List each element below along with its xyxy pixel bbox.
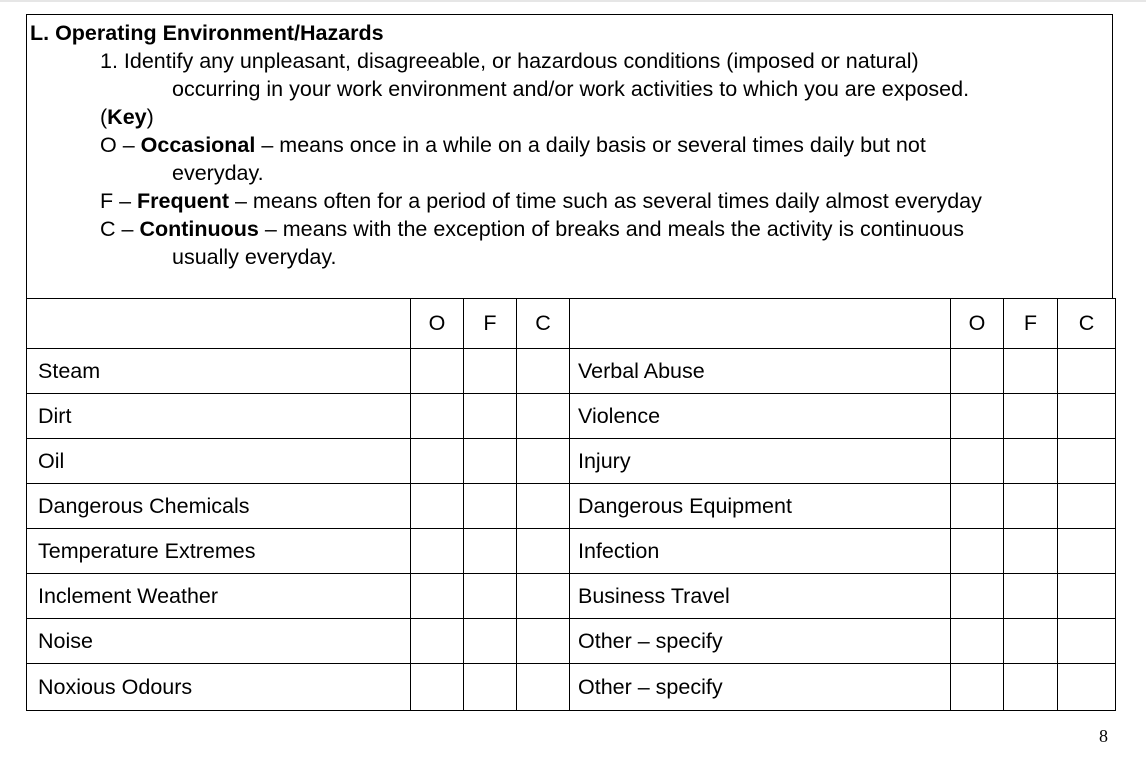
hazard-label-left: Oil <box>27 439 411 484</box>
checkbox-cell-o[interactable] <box>411 394 464 439</box>
hazard-label-right: Infection <box>570 529 951 574</box>
checkbox-cell-o[interactable] <box>411 529 464 574</box>
checkbox-cell-c[interactable] <box>1058 394 1116 439</box>
key-heading <box>100 103 154 131</box>
checkbox-cell-o[interactable] <box>411 349 464 394</box>
checkbox-cell-c[interactable] <box>517 529 570 574</box>
definition-occasional-cont: everyday. <box>172 161 264 185</box>
key-close-paren: ) <box>146 105 154 129</box>
checkbox-cell-o[interactable] <box>951 484 1004 529</box>
definition-term: Frequent <box>137 189 230 213</box>
checkbox-cell-f[interactable] <box>1004 439 1058 484</box>
table-row <box>27 664 1116 711</box>
checkbox-cell-o[interactable] <box>411 484 464 529</box>
hazard-label-left: Noise <box>27 619 411 664</box>
table-row <box>27 619 1116 664</box>
section-header-box <box>26 14 1113 298</box>
checkbox-cell-f[interactable] <box>1004 484 1058 529</box>
question-line-2: occurring in your work environment and/or work activities to which you are exposed. <box>172 77 970 101</box>
checkbox-cell-f[interactable] <box>1004 529 1058 574</box>
checkbox-cell-c[interactable] <box>1058 349 1116 394</box>
hazard-label-left: Noxious Odours <box>27 664 411 711</box>
definition-code: O – <box>100 133 141 157</box>
section-title: L. Operating Environment/Hazards <box>30 21 384 45</box>
table-row <box>27 484 1116 529</box>
hazard-label-left: Inclement Weather <box>27 574 411 619</box>
checkbox-cell-o[interactable] <box>411 619 464 664</box>
hazard-label-left: Temperature Extremes <box>27 529 411 574</box>
definition-code: F – <box>100 189 138 213</box>
definition-occasional <box>100 131 926 159</box>
checkbox-cell-o[interactable] <box>951 664 1004 711</box>
hazard-label-right: Injury <box>570 439 951 484</box>
checkbox-cell-f[interactable] <box>1004 664 1058 711</box>
hazards-table <box>26 298 1116 711</box>
checkbox-cell-o[interactable] <box>951 619 1004 664</box>
checkbox-cell-c[interactable] <box>517 619 570 664</box>
checkbox-cell-o[interactable] <box>411 574 464 619</box>
checkbox-cell-o[interactable] <box>951 439 1004 484</box>
checkbox-cell-c[interactable] <box>1058 484 1116 529</box>
definition-term: Continuous <box>139 217 259 241</box>
checkbox-cell-o[interactable] <box>951 394 1004 439</box>
checkbox-cell-f[interactable] <box>464 664 517 711</box>
checkbox-cell-c[interactable] <box>1058 574 1116 619</box>
checkbox-cell-f[interactable] <box>464 529 517 574</box>
checkbox-cell-o[interactable] <box>951 574 1004 619</box>
definition-continuous <box>100 215 964 243</box>
checkbox-cell-c[interactable] <box>517 664 570 711</box>
checkbox-cell-c[interactable] <box>517 349 570 394</box>
table-row <box>27 529 1116 574</box>
checkbox-cell-f[interactable] <box>464 619 517 664</box>
hazard-label-right: Business Travel <box>570 574 951 619</box>
checkbox-cell-f[interactable] <box>1004 619 1058 664</box>
hazard-label-right: Verbal Abuse <box>570 349 951 394</box>
definition-code: C – <box>100 217 140 241</box>
column-header-c: C <box>517 299 570 349</box>
definition-text: – means often for a period of time such as several times daily almost everyday <box>229 189 982 213</box>
column-header-c: C <box>1058 299 1116 349</box>
column-header-o: O <box>411 299 464 349</box>
hazard-label-right: Other – specify <box>570 664 951 711</box>
checkbox-cell-c[interactable] <box>1058 664 1116 711</box>
table-row <box>27 349 1116 394</box>
checkbox-cell-f[interactable] <box>464 574 517 619</box>
checkbox-cell-o[interactable] <box>951 529 1004 574</box>
checkbox-cell-f[interactable] <box>1004 574 1058 619</box>
hazard-label-right: Violence <box>570 394 951 439</box>
checkbox-cell-o[interactable] <box>951 349 1004 394</box>
checkbox-cell-f[interactable] <box>1004 394 1058 439</box>
checkbox-cell-f[interactable] <box>464 484 517 529</box>
hazard-label-left: Dangerous Chemicals <box>27 484 411 529</box>
key-label: Key <box>107 105 147 129</box>
checkbox-cell-o[interactable] <box>411 664 464 711</box>
table-row <box>27 394 1116 439</box>
column-header-f: F <box>464 299 517 349</box>
checkbox-cell-o[interactable] <box>411 439 464 484</box>
header-blank-left <box>27 299 411 349</box>
table-row <box>27 574 1116 619</box>
checkbox-cell-f[interactable] <box>1004 349 1058 394</box>
column-header-f: F <box>1004 299 1058 349</box>
checkbox-cell-c[interactable] <box>517 574 570 619</box>
checkbox-cell-c[interactable] <box>517 484 570 529</box>
checkbox-cell-f[interactable] <box>464 439 517 484</box>
definition-text: – means once in a while on a daily basis or several times daily but not <box>255 133 926 157</box>
column-header-o: O <box>951 299 1004 349</box>
checkbox-cell-c[interactable] <box>1058 529 1116 574</box>
table-row <box>27 439 1116 484</box>
checkbox-cell-f[interactable] <box>464 394 517 439</box>
hazard-label-right: Other – specify <box>570 619 951 664</box>
hazard-label-right: Dangerous Equipment <box>570 484 951 529</box>
table-header-row <box>27 299 1116 349</box>
definition-term: Occasional <box>140 133 256 157</box>
header-blank-right <box>570 299 951 349</box>
checkbox-cell-f[interactable] <box>464 349 517 394</box>
page-top-edge <box>0 0 1146 2</box>
checkbox-cell-c[interactable] <box>1058 619 1116 664</box>
page-number: 8 <box>1099 726 1108 746</box>
question-line-1: 1. Identify any unpleasant, disagreeable, or hazardous conditions (imposed or natural) <box>100 49 919 73</box>
hazard-label-left: Steam <box>27 349 411 394</box>
definition-text: – means with the exception of breaks and meals the activity is continuous <box>258 217 964 241</box>
definition-continuous-cont: usually everyday. <box>172 245 337 269</box>
definition-frequent <box>100 187 982 215</box>
checkbox-cell-c[interactable] <box>517 394 570 439</box>
checkbox-cell-c[interactable] <box>517 439 570 484</box>
key-open-paren: ( <box>100 105 108 129</box>
hazard-label-left: Dirt <box>27 394 411 439</box>
checkbox-cell-c[interactable] <box>1058 439 1116 484</box>
